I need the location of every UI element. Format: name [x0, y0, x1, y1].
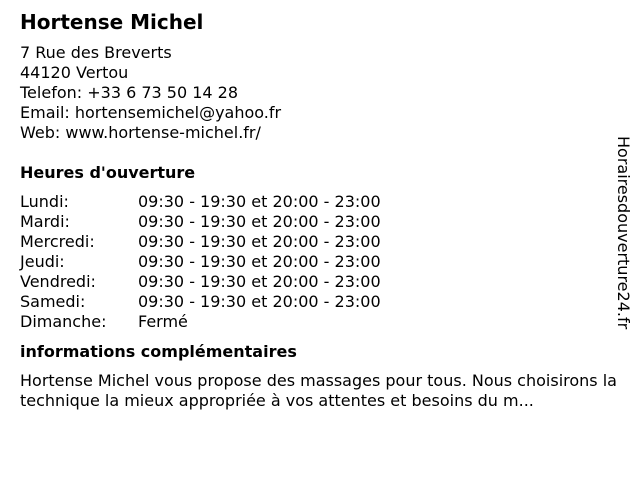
brand-watermark: Horairesdouverture24.fr — [614, 136, 633, 330]
hours-row — [20, 232, 381, 252]
hours-day: Samedi: — [20, 292, 86, 311]
hours-row — [20, 192, 381, 212]
hours-day: Mardi: — [20, 212, 70, 231]
phone-line: Telefon: +33 6 73 50 14 28 — [20, 83, 239, 102]
hours-time: 09:30 - 19:30 et 20:00 - 23:00 — [138, 212, 381, 231]
business-name: Hortense Michel — [20, 10, 204, 34]
hours-row — [20, 272, 381, 292]
hours-row — [20, 212, 381, 232]
address-block — [20, 43, 610, 143]
hours-row — [20, 312, 381, 332]
email-line: Email: hortensemichel@yahoo.fr — [20, 103, 282, 122]
hours-time: 09:30 - 19:30 et 20:00 - 23:00 — [138, 292, 381, 311]
hours-day: Jeudi: — [20, 252, 65, 271]
business-description: Hortense Michel vous propose des massages pour tous. Nous choisirons la technique la mieux appropriée à vos attentes et besoins du m... — [20, 371, 617, 410]
hours-row — [20, 252, 381, 272]
opening-hours-table — [20, 192, 381, 332]
hours-time: Fermé — [138, 312, 188, 331]
hours-time: 09:30 - 19:30 et 20:00 - 23:00 — [138, 192, 381, 211]
hours-day: Dimanche: — [20, 312, 107, 331]
website-line: Web: www.hortense-michel.fr/ — [20, 123, 261, 142]
hours-time: 09:30 - 19:30 et 20:00 - 23:00 — [138, 252, 381, 271]
business-card — [20, 9, 617, 411]
hours-time: 09:30 - 19:30 et 20:00 - 23:00 — [138, 232, 381, 251]
additional-info-heading: informations complémentaires — [20, 342, 297, 361]
opening-hours-heading: Heures d'ouverture — [20, 163, 196, 182]
hours-time: 09:30 - 19:30 et 20:00 - 23:00 — [138, 272, 381, 291]
hours-day: Vendredi: — [20, 272, 96, 291]
street-address: 7 Rue des Breverts — [20, 43, 172, 62]
city-line: 44120 Vertou — [20, 63, 129, 82]
hours-day: Mercredi: — [20, 232, 95, 251]
hours-day: Lundi: — [20, 192, 69, 211]
hours-row — [20, 292, 381, 312]
